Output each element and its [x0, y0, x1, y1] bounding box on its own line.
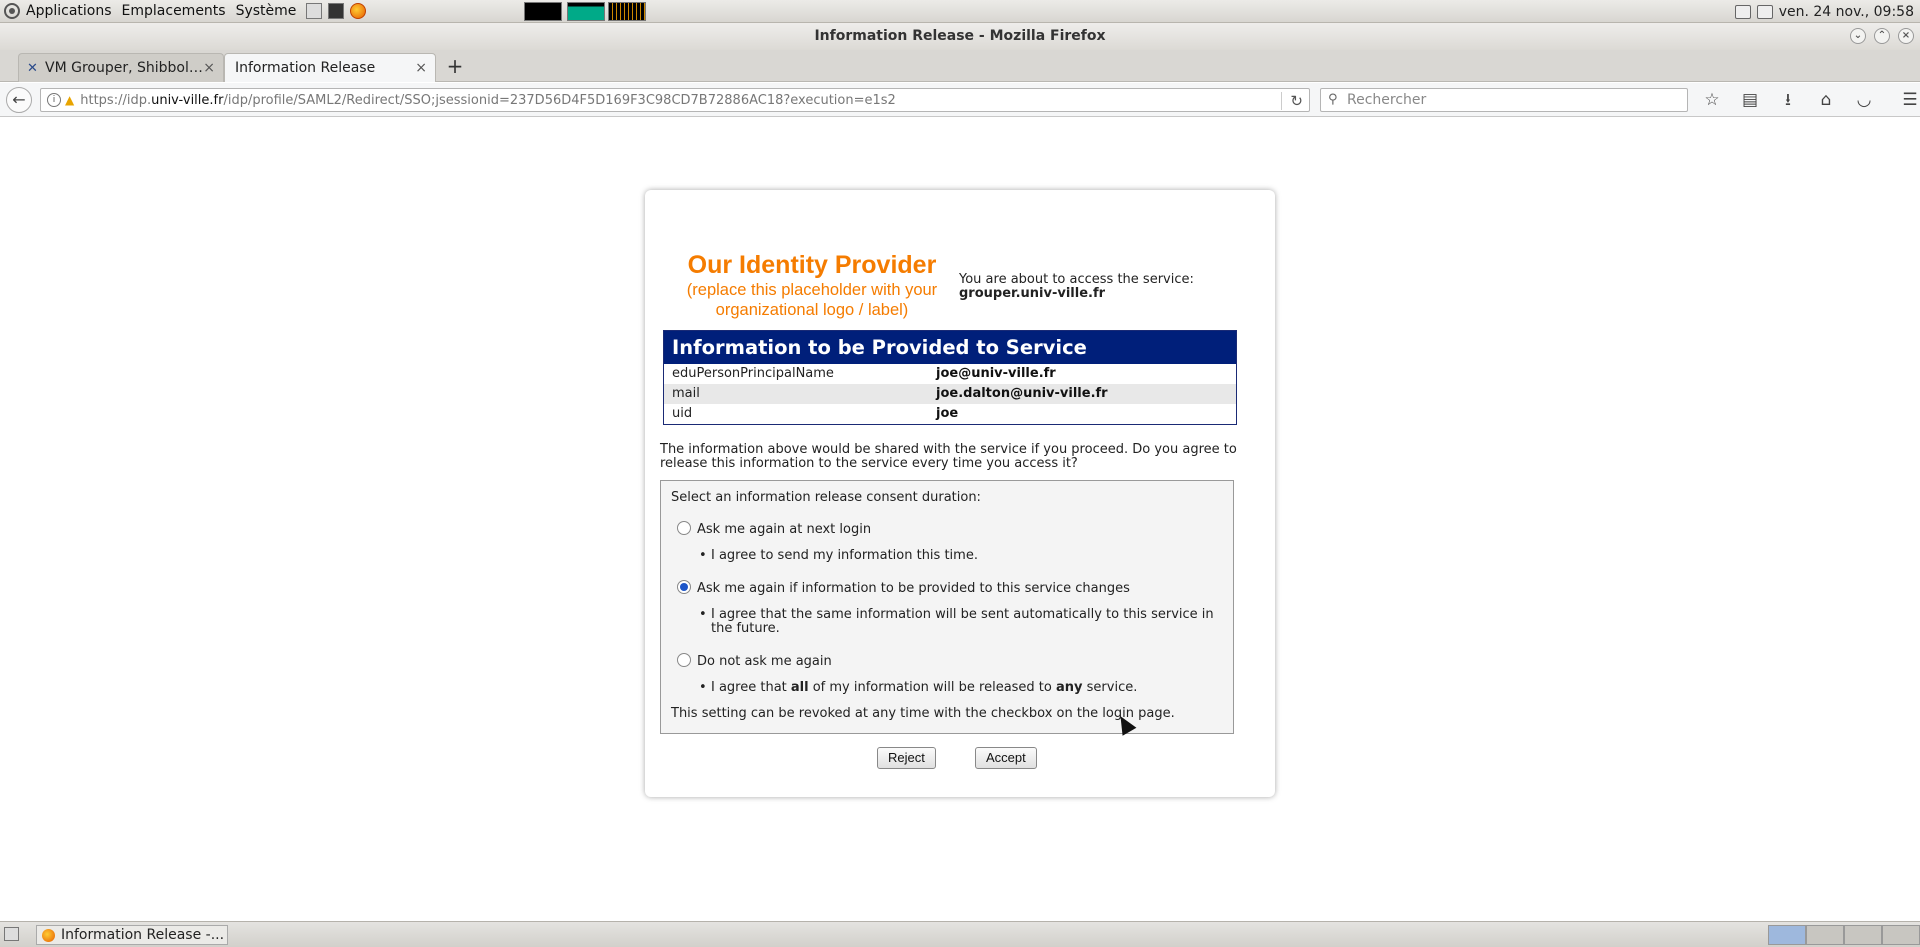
- attribute-name: mail: [672, 386, 700, 401]
- attribute-value: joe.dalton@univ-ville.fr: [936, 386, 1108, 401]
- terminal-launcher-icon[interactable]: [328, 3, 344, 19]
- close-tab-icon[interactable]: ×: [415, 60, 427, 76]
- search-placeholder: Rechercher: [1347, 92, 1427, 108]
- consent-card: [645, 190, 1275, 797]
- site-info-icon[interactable]: i: [47, 93, 61, 107]
- consent-label: Select an information release consent duration:: [671, 490, 981, 505]
- option-label[interactable]: Ask me again at next login: [697, 522, 872, 537]
- clock[interactable]: ven. 24 nov., 09:58: [1778, 3, 1914, 20]
- show-desktop-icon[interactable]: [4, 927, 19, 941]
- taskbar-item-firefox[interactable]: [36, 925, 228, 945]
- tab-label: VM Grouper, Shibbol…: [45, 60, 203, 76]
- volume-icon[interactable]: [1735, 5, 1751, 19]
- option-label[interactable]: Do not ask me again: [697, 654, 832, 669]
- top-panel: [0, 0, 1920, 23]
- workspace-3[interactable]: [1844, 925, 1882, 945]
- window-title: Information Release - Mozilla Firefox: [814, 28, 1106, 44]
- bullet: •: [699, 680, 707, 695]
- applications-menu[interactable]: Applications: [26, 3, 112, 19]
- reload-icon[interactable]: ↻: [1281, 92, 1303, 110]
- home-icon[interactable]: ⌂: [1820, 90, 1832, 110]
- attributes-heading: Information to be Provided to Service: [664, 331, 1236, 364]
- tab-strip: [0, 50, 1920, 82]
- system-menu[interactable]: Système: [235, 3, 297, 19]
- desc-part: I agree that: [711, 680, 791, 695]
- reading-list-icon[interactable]: ▤: [1741, 90, 1759, 110]
- workspace-4[interactable]: [1882, 925, 1920, 945]
- page-viewport: [0, 118, 1920, 921]
- tab-information-release[interactable]: [224, 53, 436, 82]
- window-titlebar: [0, 23, 1920, 50]
- table-row: [664, 364, 1236, 384]
- navigation-bar: [0, 83, 1920, 117]
- close-tab-icon[interactable]: ×: [203, 60, 215, 76]
- attribute-value: joe: [936, 406, 959, 421]
- url-prefix: https://idp.: [80, 92, 152, 108]
- bullet: •: [699, 607, 707, 622]
- option-label[interactable]: Ask me again if information to be provided to this service changes: [697, 581, 1130, 596]
- search-icon: ⚲: [1328, 92, 1338, 107]
- service-info: [959, 273, 1194, 301]
- workspace-switcher: [1768, 925, 1920, 945]
- accept-button[interactable]: Accept: [975, 747, 1037, 769]
- panel-status-area: [1735, 0, 1914, 23]
- description-text: [699, 681, 1219, 695]
- service-name: grouper.univ-ville.fr: [959, 286, 1106, 301]
- tab-grouper[interactable]: [18, 53, 224, 82]
- attribute-value: joe@univ-ville.fr: [936, 366, 1056, 381]
- maximize-icon[interactable]: ⌃: [1874, 28, 1890, 44]
- logo-subtitle: (replace this placeholder with your organizational logo / label): [686, 281, 938, 319]
- attributes-table: [663, 330, 1237, 425]
- workspace-2[interactable]: [1806, 925, 1844, 945]
- idp-logo: [685, 250, 939, 320]
- description-text: I agree that the same information will be sent automatically to this service in the future.: [711, 607, 1214, 636]
- pocket-icon[interactable]: ◡: [1856, 90, 1872, 110]
- revoke-note: This setting can be revoked at any time with the checkbox on the login page.: [671, 706, 1175, 721]
- radio-info-changes[interactable]: [677, 580, 691, 594]
- task-label: Information Release -...: [61, 927, 225, 943]
- network-icon[interactable]: [1757, 5, 1773, 19]
- warning-icon[interactable]: ▲: [65, 93, 75, 107]
- url-bar[interactable]: [40, 88, 1310, 112]
- close-window-icon[interactable]: ×: [1898, 28, 1914, 44]
- desc-part: of my information will be released to: [808, 680, 1056, 695]
- table-row: [664, 404, 1236, 424]
- hamburger-menu-icon[interactable]: ☰: [1902, 90, 1918, 110]
- grouper-icon: ✕: [27, 61, 38, 76]
- attribute-name: eduPersonPrincipalName: [672, 366, 834, 381]
- bottom-taskbar: [0, 921, 1920, 947]
- option-description: [699, 549, 1219, 563]
- minimize-icon[interactable]: ⌄: [1850, 28, 1866, 44]
- radio-next-login[interactable]: [677, 521, 691, 535]
- bullet: •: [699, 548, 707, 563]
- url-path: /idp/profile/SAML2/Redirect/SSO;jsessionid=237D56D4F5D169F3C98CD7B72886AC18?execution=e1s2: [223, 92, 896, 108]
- logo-title: Our Identity Provider: [687, 251, 937, 279]
- network-monitor-applet: [608, 2, 646, 21]
- back-arrow-icon[interactable]: ←: [6, 87, 32, 113]
- desc-part: service.: [1082, 680, 1138, 695]
- tab-label: Information Release: [235, 60, 376, 76]
- option-description: [699, 608, 1219, 636]
- bookmark-star-icon[interactable]: ☆: [1704, 90, 1720, 110]
- window-controls: [1850, 28, 1914, 44]
- downloads-icon[interactable]: ⭳: [1785, 90, 1791, 110]
- reject-button[interactable]: Reject: [877, 747, 936, 769]
- toolbar-icons: [1700, 88, 1920, 112]
- desc-emphasis: any: [1056, 680, 1083, 695]
- firefox-icon: [42, 929, 55, 942]
- desc-emphasis: all: [790, 680, 809, 695]
- option-description: [699, 681, 1219, 695]
- attribute-name: uid: [672, 406, 693, 421]
- firefox-launcher-icon[interactable]: [350, 3, 366, 19]
- url-host: univ-ville.fr: [151, 92, 224, 108]
- new-tab-icon[interactable]: +: [446, 54, 464, 78]
- description-text: I agree to send my information this time.: [711, 548, 978, 563]
- table-row: [664, 384, 1236, 404]
- consent-duration-fieldset: [660, 480, 1234, 734]
- distro-logo-icon[interactable]: [4, 3, 20, 19]
- search-input[interactable]: [1320, 88, 1688, 112]
- places-menu[interactable]: Emplacements: [121, 3, 226, 19]
- file-manager-launcher-icon[interactable]: [306, 3, 322, 19]
- memory-monitor-applet: [567, 2, 605, 21]
- service-intro: You are about to access the service:: [959, 272, 1194, 287]
- workspace-1[interactable]: [1768, 925, 1806, 945]
- radio-do-not-ask[interactable]: [677, 653, 691, 667]
- release-notice: The information above would be shared with the service if you proceed. Do you agree to release this information to the service every time you access it?: [660, 442, 1237, 471]
- cpu-monitor-applet: [524, 2, 562, 21]
